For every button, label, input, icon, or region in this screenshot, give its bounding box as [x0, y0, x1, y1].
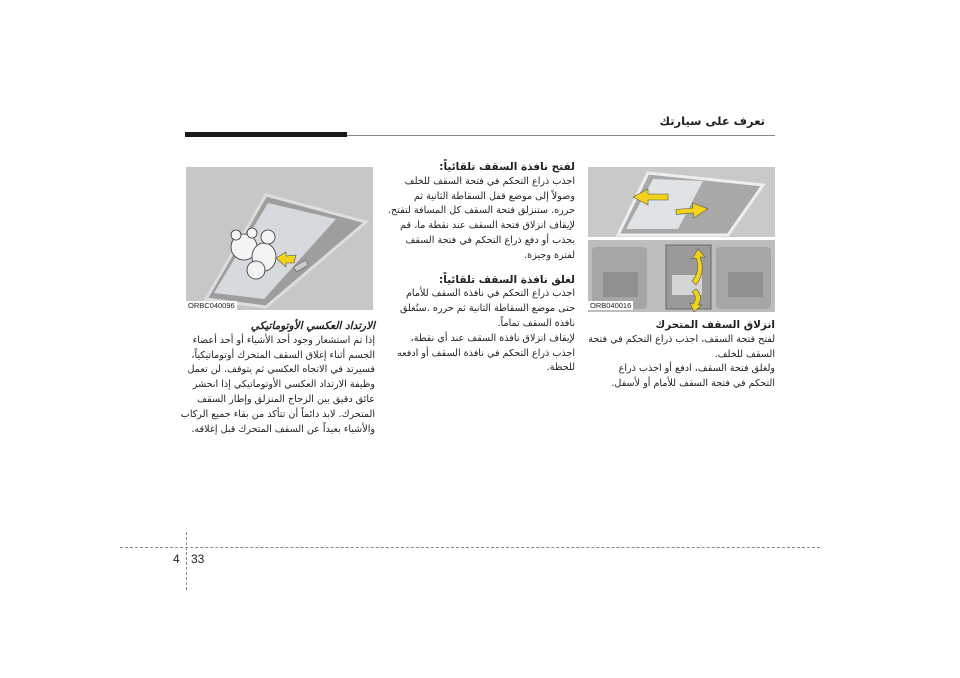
section-title: انزلاق السقف المتحرك: [655, 319, 775, 331]
body-text-line: لفترة وجيزة.: [524, 249, 575, 261]
body-text-line: السقف للخلف.: [714, 348, 775, 360]
body-text-line: إذا تم استشعار وجود أحد الأشياء أو أحد أعضاء: [192, 334, 375, 346]
body-text-line: لفتح فتحة السقف، اجذب ذراع التحكم في فتحة: [588, 333, 775, 345]
body-text-line: المتحرك. لابد دائماً أن تتأكد من بقاء جميع الركاب: [180, 408, 375, 420]
body-text-line: عائق دقيق بين الزجاج المنزلق وإطار السقف: [197, 393, 375, 405]
chapter-number: 4: [173, 552, 180, 566]
body-text-line: ولغلق فتحة السقف، ادفع أو اجذب ذراع: [618, 363, 775, 375]
figure-caption: ORBC040096: [188, 301, 235, 310]
subsection-title: لغلق نافذة السقف تلقائياً:: [439, 273, 575, 286]
figure-caption: ORB040016: [590, 301, 632, 310]
body-text-line: لإيقاف انزلاق فتحة السقف عند نقطة ما، قم: [400, 220, 575, 232]
body-text-line: حتى موضع السقاطة الثانية ثم حرره .ستُغلق: [399, 303, 575, 315]
body-text-line: اجذب ذراع التحكم في نافذة السقف أو ادفعه: [396, 347, 575, 359]
body-text-line: حرره. ستنزلق فتحة السقف كل المسافة لتفتح.: [387, 205, 575, 217]
body-text-line: لإيقاف انزلاق نافذة السقف عند أي نقطة،: [410, 332, 575, 344]
footer-divider: [186, 532, 187, 590]
header-rule: [347, 135, 775, 136]
body-text-line: اجذب ذراع التحكم في نافذة السقف للأمام: [405, 288, 575, 300]
body-text-line: الجسم أثناء إغلاق السقف المتحرك أوتوماتيكياً،: [191, 349, 375, 361]
subsection-title: لفتح نافذة السقف تلقائياً:: [439, 161, 575, 173]
auto-reverse-figure: [186, 167, 373, 310]
body-text-line: نافذة السقف تماماً.: [497, 317, 575, 329]
footer-rule: [120, 547, 820, 548]
body-text-line: وصولاً إلى موضع قفل السقاطة الثانية ثم: [413, 190, 575, 202]
body-text-line: اجذب ذراع التحكم في فتحة السقف للخلف: [404, 175, 575, 187]
section-header-title: تعرف على سيارتك: [659, 114, 765, 128]
section-title: الارتداد العكسي الأوتوماتيكي: [250, 320, 375, 332]
auto-open-close-section: [375, 160, 575, 376]
body-text-line: فسيرتد في الاتجاه العكسي ثم يتوقف. لن تعمل: [187, 364, 375, 376]
auto-reverse-illustration: [186, 167, 373, 310]
body-text-line: بجذب أو دفع ذراع التحكم في فتحة السقف: [405, 234, 575, 246]
body-text-line: وظيفة الارتداد العكسي الأوتوماتيكي إذا انحشر: [192, 379, 375, 391]
sliding-sunroof-section: [575, 318, 775, 392]
body-text-line: التحكم في فتحة السقف للأمام أو لأسفل.: [611, 378, 775, 390]
sunroof-slide-figure: [588, 167, 775, 312]
header-bar: [185, 132, 347, 137]
body-text-line: والأشياء بعيداً عن السقف المتحرك قبل إغلاقه.: [191, 423, 375, 435]
page-number: 33: [191, 552, 205, 566]
auto-reverse-section: [175, 319, 375, 437]
sunroof-slide-illustration: [588, 167, 775, 312]
body-text-line: للحظة.: [546, 362, 575, 374]
